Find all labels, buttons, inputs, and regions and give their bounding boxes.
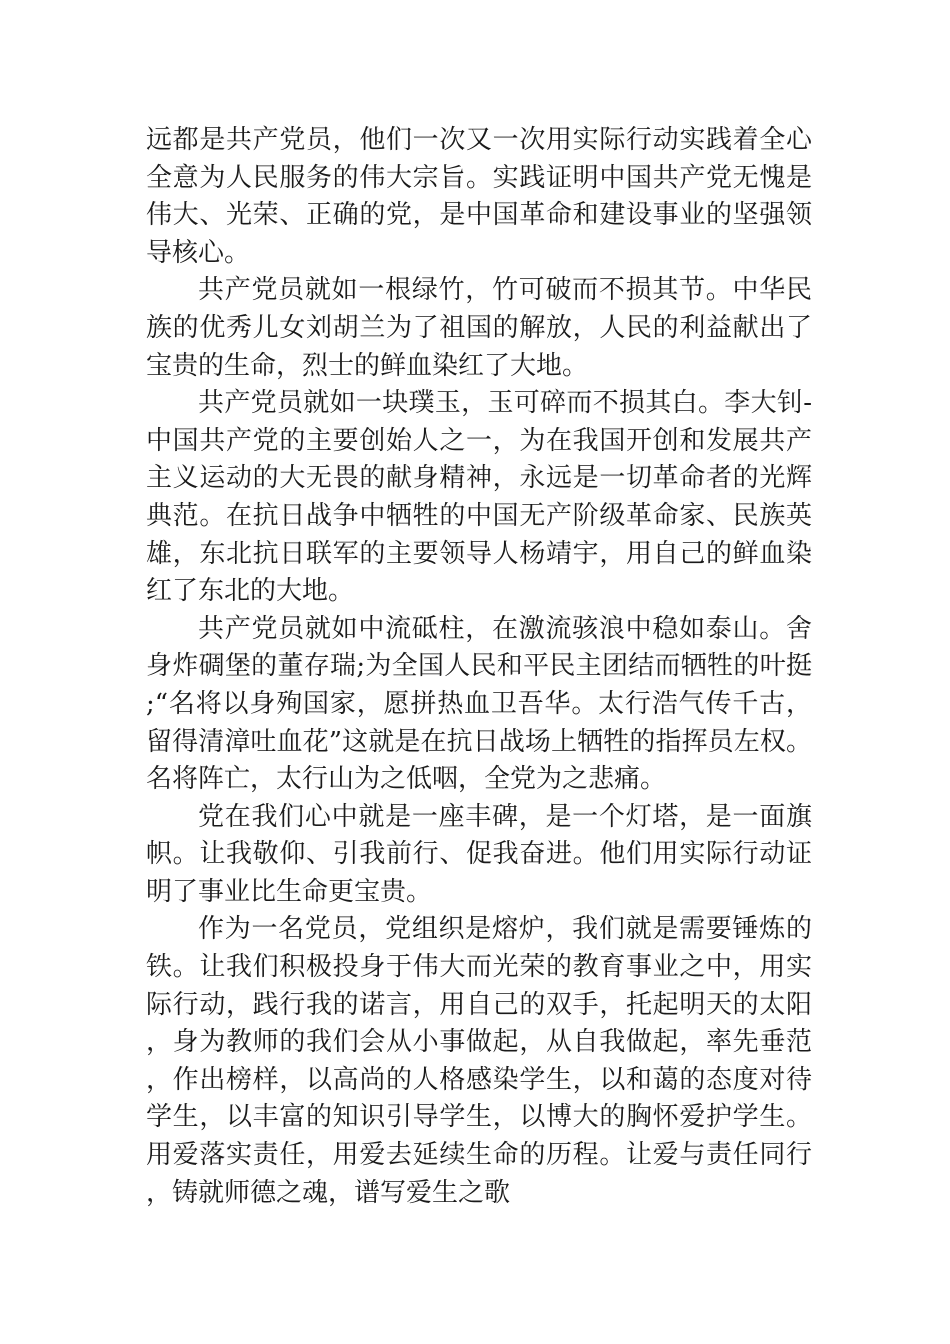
paragraph-2: 共产党员就如一根绿竹，竹可破而不损其节。中华民族的优秀儿女刘胡兰为了祖国的解放，人民的利益献出了宝贵的生命，烈士的鲜血染红了大地。 <box>146 275 812 381</box>
paragraph-4: 共产党员就如中流砥柱，在激流骇浪中稳如泰山。舍身炸碉堡的董存瑞;为全国人民和平民主团结而牺牲的叶挺;“名将以身殉国家，愿拼热血卫吾华。太行浩气传千古，留得清漳吐血花”这就是在抗日战场上牺牲的指挥员左权。名将阵亡，太行山为之低咽，全党为之悲痛。 <box>146 613 812 795</box>
document-body <box>146 122 812 1212</box>
paragraph-1: 远都是共产党员，他们一次又一次用实际行动实践着全心全意为人民服务的伟大宗旨。实践证明中国共产党无愧是伟大、光荣、正确的党，是中国革命和建设事业的坚强领导核心。 <box>146 125 812 268</box>
paragraph-6: 作为一名党员，党组织是熔炉，我们就是需要锤炼的铁。让我们积极投身于伟大而光荣的教育事业之中，用实际行动，践行我的诺言，用自己的双手，托起明天的太阳，身为教师的我们会从小事做起，从自我做起，率先垂范，作出榜样，以高尚的人格感染学生，以和蔼的态度对待学生，以丰富的知识引导学生，以博大的胸怀爱护学生。用爱落实责任，用爱去延续生命的历程。让爱与责任同行，铸就师德之魂，谱写爱生之歌 <box>146 914 812 1208</box>
paragraph-3: 共产党员就如一块璞玉，玉可碎而不损其白。李大钊-中国共产党的主要创始人之一，为在我国开创和发展共产主义运动的大无畏的献身精神，永远是一切革命者的光辉典范。在抗日战争中牺牲的中国无产阶级革命家、民族英雄，东北抗日联军的主要领导人杨靖宇，用自己的鲜血染红了东北的大地。 <box>146 388 812 607</box>
paragraph-5: 党在我们心中就是一座丰碑，是一个灯塔，是一面旗帜。让我敬仰、引我前行、促我奋进。他们用实际行动证明了事业比生命更宝贵。 <box>146 801 812 907</box>
